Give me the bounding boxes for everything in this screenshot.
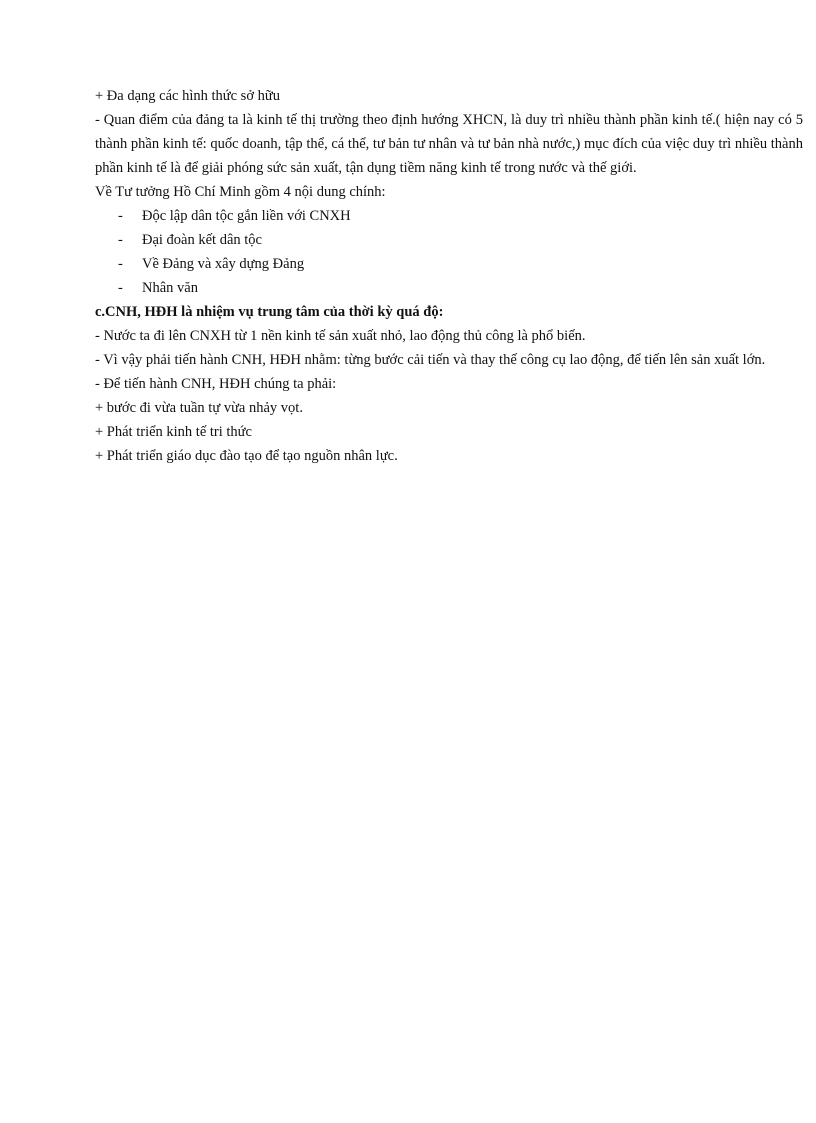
bullet-dash: -: [118, 208, 123, 224]
bullet-list: [95, 204, 803, 300]
document-page: [95, 84, 803, 468]
paragraph-requirement-education: + Phát triển giáo dục đào tạo để tạo nguồn nhân lực.: [95, 448, 398, 464]
list-item: [95, 276, 803, 300]
list-item: [95, 252, 803, 276]
bullet-dash: -: [118, 280, 123, 296]
paragraph-starting-point: - Nước ta đi lên CNXH từ 1 nền kinh tế sản xuất nhỏ, lao động thủ công là phổ biến.: [95, 328, 586, 344]
bullet-dash: -: [118, 232, 123, 248]
paragraph-requirements-intro: - Để tiến hành CNH, HĐH chúng ta phải:: [95, 376, 337, 392]
bullet-dash: -: [118, 256, 123, 272]
list-item-text: Độc lập dân tộc gắn liền với CNXH: [142, 208, 351, 224]
list-item: [95, 228, 803, 252]
paragraph-ho-chi-minh-thought: Về Tư tưởng Hồ Chí Minh gồm 4 nội dung chính:: [95, 184, 386, 200]
paragraph-requirement-knowledge-economy: + Phát triển kinh tế tri thức: [95, 424, 252, 440]
paragraph-requirement-steps: + bước đi vừa tuần tự vừa nhảy vọt.: [95, 400, 303, 416]
paragraph-party-viewpoint: - Quan điểm của đảng ta là kinh tế thị trường theo định hướng XHCN, là duy trì nhiều thành phần kinh tế.( hiện nay có 5 thành phần kinh tế: quốc doanh, tập thể, cá thể, tư bản tư nhân và tư bản nhà nước,) mục đích của việc duy trì nhiều thành phần kinh tế là để giải phóng sức sản xuất, tận dụng tiềm năng kinh tế trong nước và thế giới.: [95, 112, 803, 176]
list-item: [95, 204, 803, 228]
paragraph-ownership-forms: + Đa dạng các hình thức sở hữu: [95, 88, 280, 104]
paragraph-industrialization-goal: - Vì vậy phải tiến hành CNH, HĐH nhằm: từng bước cải tiến và thay thế công cụ lao động, để tiến lên sản xuất lớn.: [95, 352, 766, 368]
section-heading: c.CNH, HĐH là nhiệm vụ trung tâm của thời kỳ quá độ:: [95, 304, 444, 320]
list-item-text: Nhân văn: [142, 280, 198, 296]
list-item-text: Về Đảng và xây dựng Đảng: [142, 256, 305, 272]
list-item-text: Đại đoàn kết dân tộc: [142, 232, 262, 248]
